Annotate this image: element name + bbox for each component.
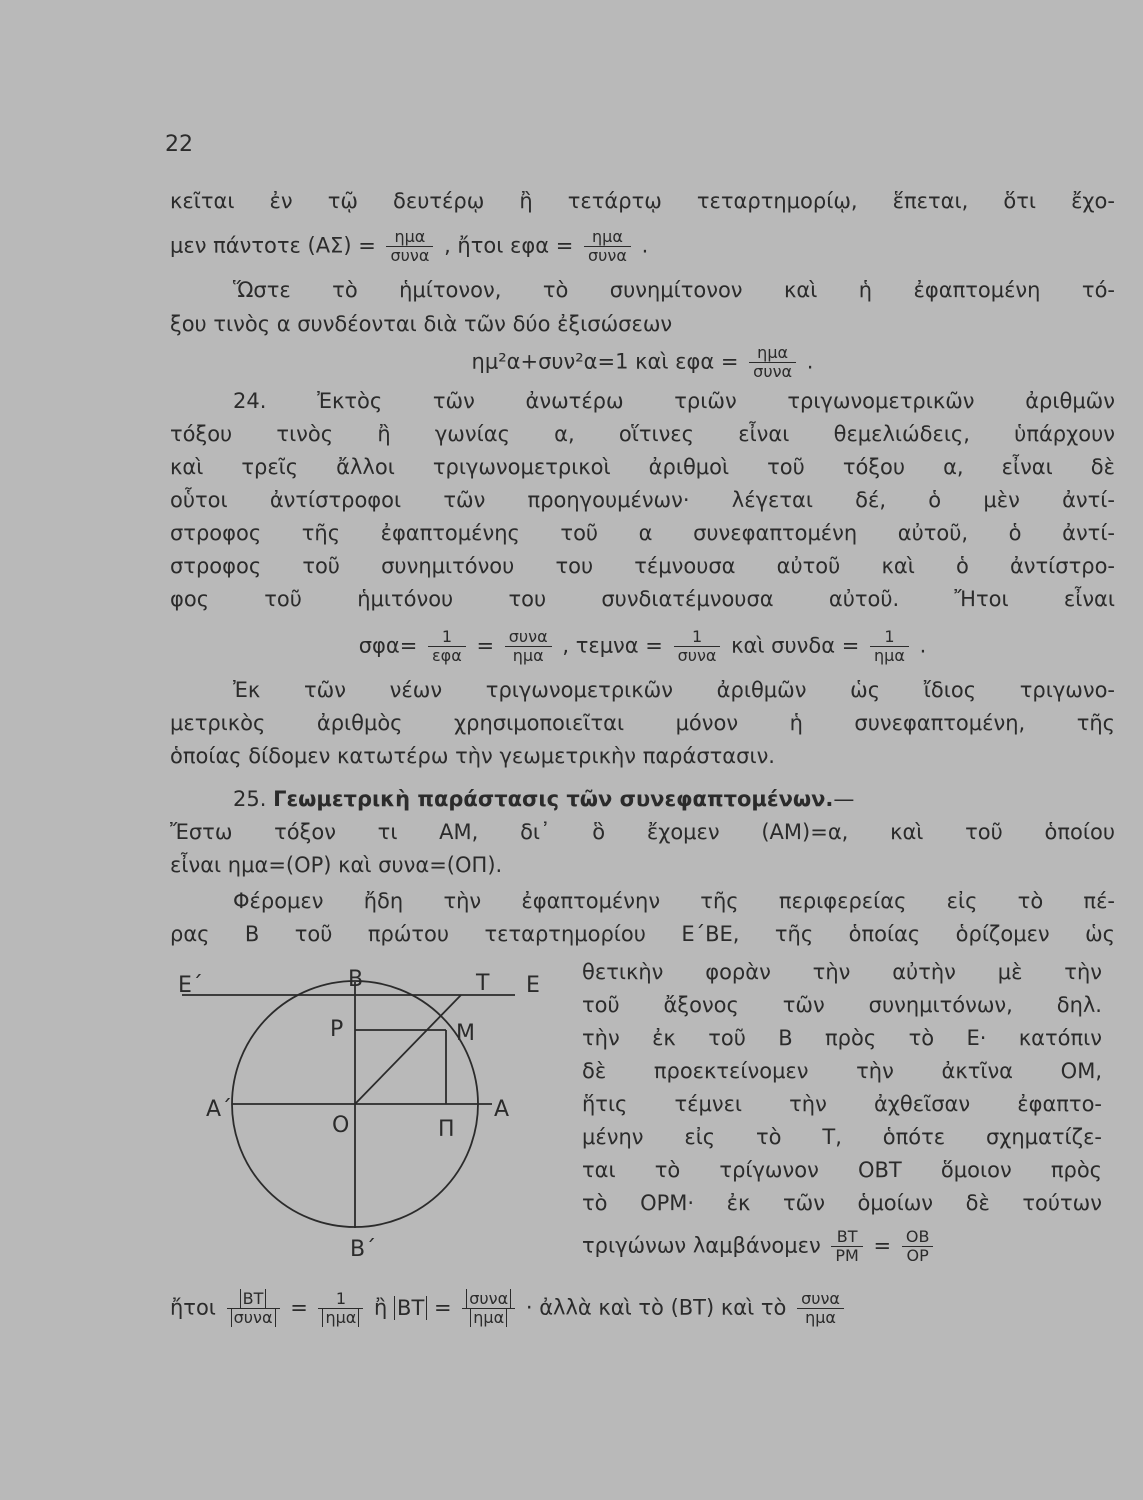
fraction xyxy=(386,228,433,265)
abs-value: BT xyxy=(394,1296,427,1320)
label-a-prime: A΄ xyxy=(206,1097,233,1122)
fraction xyxy=(428,628,466,665)
label-b-prime: B΄ xyxy=(350,1237,377,1262)
equation-line xyxy=(170,628,1115,665)
equation-line xyxy=(170,228,1115,265)
text-line: Ἔστω τόξον τι ΑΜ, δι᾽ ὃ ἔχομεν (ΑΜ)=α, καὶ τοῦ ὁποίου xyxy=(170,820,1115,844)
text-fragment: μεν πάντοτε (ΑΣ) = xyxy=(170,233,376,258)
text-fragment: . xyxy=(919,633,927,658)
denominator: ημα xyxy=(322,1308,359,1327)
fraction xyxy=(318,1290,363,1327)
section-number: 25. xyxy=(233,787,267,811)
label-o: O xyxy=(332,1113,350,1138)
numerator: συνα xyxy=(466,1289,511,1308)
text-line: τὴν ἐκ τοῦ Β πρὸς τὸ Ε· κατόπιν xyxy=(582,1026,1102,1050)
numerator: BT xyxy=(836,1227,858,1246)
text-fragment: σφα= xyxy=(358,633,418,658)
text-line: ται τὸ τρίγωνον ΟΒΤ ὅμοιον πρὸς xyxy=(582,1158,1102,1182)
text-line: εἶναι ημα=(ΟΡ) καὶ συνα=(ΟΠ). xyxy=(170,853,503,877)
text-fragment: . xyxy=(806,349,814,374)
numerator: 1 xyxy=(884,627,895,646)
text-fragment: , τεμνα = xyxy=(562,633,663,658)
denominator: ημα xyxy=(505,646,552,665)
text-line: τόξου τινὸς ἢ γωνίας α, οἵτινες εἶναι θεμελιώδεις, ὑπάρχουν xyxy=(170,422,1115,446)
text-line: ρας Β τοῦ πρώτου τεταρτημορίου Ε΄ΒΕ, τῆς ὁποίας ὁρίζομεν ὡς xyxy=(170,922,1115,946)
section-title: Γεωμετρικὴ παράστασις τῶν συνεφαπτομένων. xyxy=(273,787,834,811)
page-number: 22 xyxy=(165,132,193,157)
label-pi: Π xyxy=(438,1117,455,1142)
numerator: συνα xyxy=(801,1289,840,1308)
fraction xyxy=(902,1228,934,1265)
equation-line xyxy=(170,1290,1115,1327)
denominator: ημα xyxy=(470,1308,507,1327)
label-p: P xyxy=(330,1017,344,1042)
denominator: συνα xyxy=(584,246,631,265)
unit-circle-figure xyxy=(160,960,580,1280)
text-line: καὶ τρεῖς ἄλλοι τριγωνομετρικοὶ ἀριθμοὶ τοῦ τόξου α, εἶναι δὲ xyxy=(170,455,1115,479)
text-fragment: τριγώνων λαμβάνομεν xyxy=(582,1233,821,1258)
fraction xyxy=(674,628,721,665)
text-fragment: = xyxy=(873,1233,892,1258)
denominator: ημα xyxy=(797,1308,844,1327)
fraction xyxy=(797,1290,844,1327)
label-e-prime: E΄ xyxy=(178,973,203,998)
fraction xyxy=(462,1290,515,1327)
label-a: A xyxy=(494,1097,510,1122)
text-line: ὁποίας δίδομεν κατωτέρω τὴν γεωμετρικὴν παράστασιν. xyxy=(170,744,775,768)
fraction xyxy=(584,228,631,265)
fraction xyxy=(505,628,552,665)
text-line: Ὥστε τὸ ἡμίτονον, τὸ συνημίτονον καὶ ἡ ἐφαπτομένη τό- xyxy=(233,278,1115,302)
text-line: κεῖται ἐν τῷ δευτέρῳ ἢ τετάρτῳ τεταρτημορίῳ, ἕπεται, ὅτι ἔχο- xyxy=(170,189,1115,213)
equation-line xyxy=(170,344,1115,381)
numerator: ημα xyxy=(757,343,789,362)
text-fragment: , ἤτοι εφα = xyxy=(444,233,574,258)
numerator: συνα xyxy=(508,627,548,646)
text-line: θετικὴν φορὰν τὴν αὐτὴν μὲ τὴν xyxy=(582,960,1102,984)
denominator: συνα xyxy=(749,362,796,381)
text-line: ἥτις τέμνει τὴν ἀχθεῖσαν ἐφαπτο- xyxy=(582,1092,1102,1116)
numerator: OB xyxy=(905,1227,930,1246)
denominator: εφα xyxy=(428,646,466,665)
text-line: μένην εἰς τὸ Τ, ὁπότε σχηματίζε- xyxy=(582,1125,1102,1149)
numerator: ημα xyxy=(592,227,623,246)
denominator: συνα xyxy=(674,646,721,665)
text-line: ξου τινὸς α συνδέονται διὰ τῶν δύο ἐξισώσεων xyxy=(170,312,673,336)
text-line: στροφος τῆς ἐφαπτομένης τοῦ α συνεφαπτομένη αὐτοῦ, ὁ ἀντί- xyxy=(170,521,1115,545)
label-m: M xyxy=(456,1021,475,1046)
text-line: δὲ προεκτείνομεν τὴν ἀκτῖνα ΟΜ, xyxy=(582,1059,1102,1083)
denominator: OP xyxy=(902,1246,934,1265)
text-fragment: = xyxy=(433,1295,452,1320)
text-fragment: . xyxy=(641,233,649,258)
label-e: E xyxy=(526,973,540,998)
text-fragment: καὶ συνδα = xyxy=(731,633,860,658)
text-fragment: = xyxy=(290,1295,308,1320)
denominator: PM xyxy=(831,1246,862,1265)
equation-line xyxy=(582,1228,1102,1265)
text-fragment: ἤτοι xyxy=(170,1295,216,1320)
numerator: 1 xyxy=(335,1289,347,1308)
denominator: ημα xyxy=(870,646,909,665)
text-fragment: = xyxy=(476,633,495,658)
fraction xyxy=(870,628,909,665)
fraction xyxy=(831,1228,862,1265)
text-fragment: — xyxy=(833,787,855,811)
label-b: B xyxy=(348,967,364,992)
text-line: τοῦ ἄξονος τῶν συνημιτόνων, δηλ. xyxy=(582,993,1102,1017)
text-line: τὸ ΟΡΜ· ἐκ τῶν ὁμοίων δὲ τούτων xyxy=(582,1191,1102,1215)
text-line: Ἐκ τῶν νέων τριγωνομετρικῶν ἀριθμῶν ὡς ἴδιος τριγωνο- xyxy=(233,678,1115,702)
text-fragment: ημ²α+συν²α=1 καὶ εφα = xyxy=(471,349,739,374)
numerator: BT xyxy=(240,1289,267,1308)
label-t: T xyxy=(476,971,490,996)
numerator: 1 xyxy=(441,627,452,646)
section-heading xyxy=(233,785,1115,813)
fraction xyxy=(749,344,796,381)
numerator: ημα xyxy=(394,227,426,246)
text-line: Φέρομεν ἤδη τὴν ἐφαπτομένην τῆς περιφερείας εἰς τὸ πέ- xyxy=(233,889,1115,913)
numerator: 1 xyxy=(691,627,703,646)
fraction xyxy=(227,1290,280,1327)
text-line: μετρικὸς ἀριθμὸς χρησιμοποιεῖται μόνον ἡ συνεφαπτομένη, τῆς xyxy=(170,711,1115,735)
text-line: 24. Ἐκτὸς τῶν ἀνωτέρω τριῶν τριγωνομετρικῶν ἀριθμῶν xyxy=(233,389,1115,413)
text-fragment: ἢ xyxy=(374,1295,388,1320)
denominator: συνα xyxy=(386,246,433,265)
text-line: φος τοῦ ἡμιτόνου του συνδιατέμνουσα αὐτοῦ. Ἤτοι εἶναι xyxy=(170,587,1115,611)
text-line: στροφος τοῦ συνημιτόνου του τέμνουσα αὐτοῦ καὶ ὁ ἀντίστρο- xyxy=(170,554,1115,578)
denominator: συνα xyxy=(231,1308,276,1327)
text-fragment: · ἀλλὰ καὶ τὸ (ΒΤ) καὶ τὸ xyxy=(525,1295,787,1320)
text-line: οὗτοι ἀντίστροφοι τῶν προηγουμένων· λέγεται δέ, ὁ μὲν ἀντί- xyxy=(170,488,1115,512)
